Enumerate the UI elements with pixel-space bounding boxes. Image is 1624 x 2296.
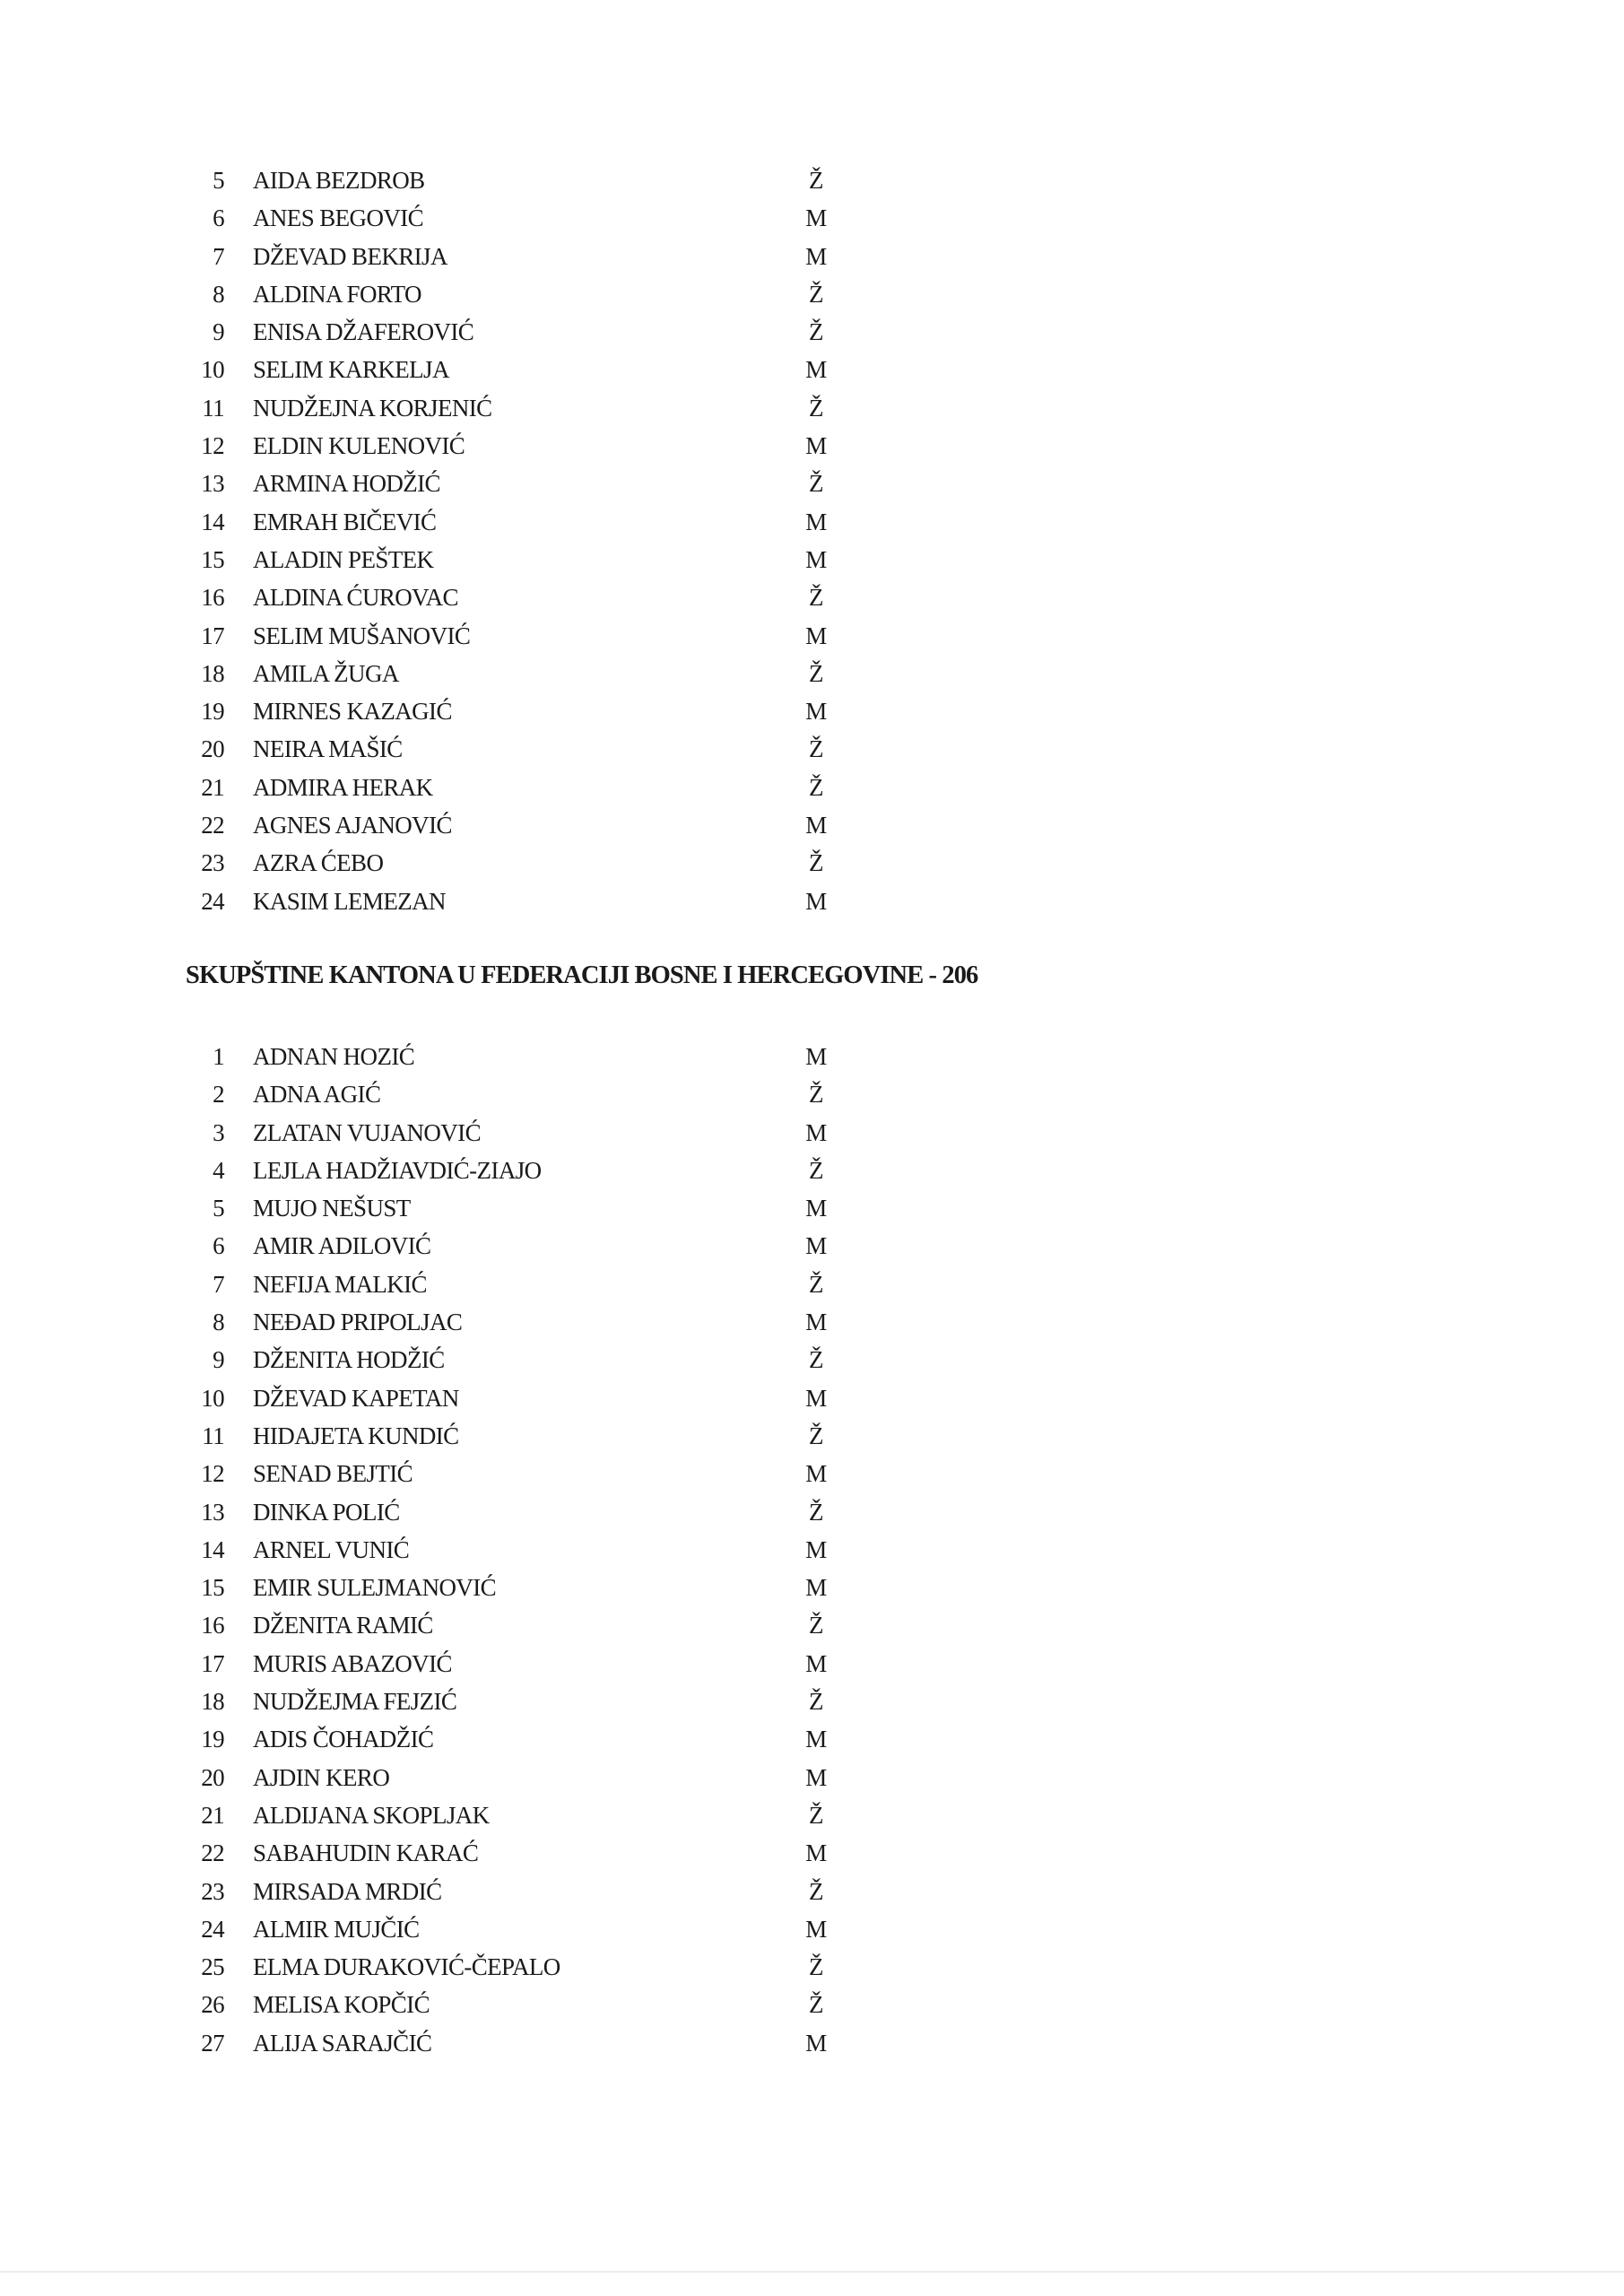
candidate-gender: Ž — [809, 1270, 823, 1298]
row-number: 16 — [201, 584, 224, 612]
candidate-gender: Ž — [809, 1081, 823, 1109]
candidate-gender: Ž — [809, 318, 823, 346]
list-item — [0, 503, 1624, 541]
list-item — [0, 1606, 1624, 1644]
candidate-gender: M — [805, 508, 827, 535]
row-number: 4 — [213, 1156, 224, 1184]
list-item — [0, 199, 1624, 237]
list-item — [0, 1114, 1624, 1152]
row-number: 21 — [201, 773, 224, 801]
candidate-name: AMIR ADILOVIĆ — [253, 1232, 431, 1260]
candidate-name: ALDINA FORTO — [253, 280, 421, 308]
candidate-name: AZRA ĆEBO — [253, 849, 384, 877]
row-number: 16 — [201, 1612, 224, 1639]
candidate-name: ALMIR MUJČIĆ — [253, 1915, 420, 1943]
row-number: 7 — [213, 1270, 224, 1298]
candidate-name: DŽEVAD BEKRIJA — [253, 242, 447, 270]
scan-edge-line — [0, 2271, 1624, 2273]
list-item — [0, 1986, 1624, 2023]
list-item — [0, 238, 1624, 275]
candidate-name: MIRSADA MRDIĆ — [253, 1877, 442, 1905]
candidate-gender: Ž — [809, 773, 823, 801]
candidate-gender: M — [805, 887, 827, 915]
candidate-gender: M — [805, 1460, 827, 1488]
list-item — [0, 806, 1624, 844]
candidate-gender: M — [805, 622, 827, 649]
candidate-name: SABAHUDIN KARAĆ — [253, 1839, 479, 1867]
candidate-name: NEIRA MAŠIĆ — [253, 735, 403, 763]
candidate-name: ELDIN KULENOVIĆ — [253, 432, 465, 460]
candidate-name: NEĐAD PRIPOLJAC — [253, 1309, 463, 1336]
row-number: 22 — [201, 1839, 224, 1867]
candidate-name: NUDŽEJMA FEJZIĆ — [253, 1688, 457, 1716]
candidate-name: AIDA BEZDROB — [253, 167, 425, 194]
candidate-name: ADMIRA HERAK — [253, 773, 433, 801]
row-number: 26 — [201, 1991, 224, 2019]
candidate-list-continued — [0, 161, 1624, 920]
candidate-gender: M — [805, 1915, 827, 1943]
candidate-name: ADIS ČOHADŽIĆ — [253, 1726, 434, 1753]
candidate-gender: Ž — [809, 1422, 823, 1449]
candidate-gender: Ž — [809, 1346, 823, 1374]
list-item — [0, 1796, 1624, 1834]
candidate-gender: Ž — [809, 735, 823, 763]
row-number: 20 — [201, 735, 224, 763]
row-number: 1 — [213, 1043, 224, 1070]
candidate-gender: Ž — [809, 1953, 823, 1981]
candidate-name: AJDIN KERO — [253, 1763, 390, 1791]
candidate-gender: M — [805, 1232, 827, 1260]
list-item — [0, 1493, 1624, 1531]
candidate-name: NUDŽEJNA KORJENIĆ — [253, 394, 492, 422]
candidate-name: ARMINA HODŽIĆ — [253, 470, 440, 498]
row-number: 12 — [201, 1460, 224, 1488]
candidate-name: ADNA AGIĆ — [253, 1081, 381, 1109]
candidate-name: ENISA DŽAFEROVIĆ — [253, 318, 474, 346]
row-number: 14 — [201, 508, 224, 535]
row-number: 17 — [201, 622, 224, 649]
list-item — [0, 1455, 1624, 1492]
candidate-gender: M — [805, 242, 827, 270]
list-item — [0, 1379, 1624, 1417]
list-item — [0, 313, 1624, 351]
candidate-name: EMIR SULEJMANOVIĆ — [253, 1574, 497, 1602]
candidate-name: ALDINA ĆUROVAC — [253, 584, 458, 612]
candidate-gender: Ž — [809, 1612, 823, 1639]
candidate-gender: M — [805, 698, 827, 726]
list-item — [0, 1948, 1624, 1986]
list-item — [0, 1303, 1624, 1341]
row-number: 6 — [213, 1232, 224, 1260]
candidate-gender: Ž — [809, 167, 823, 194]
candidate-gender: M — [805, 1043, 827, 1070]
row-number: 24 — [201, 887, 224, 915]
candidate-name: ARNEL VUNIĆ — [253, 1535, 410, 1563]
candidate-name: MURIS ABAZOVIĆ — [253, 1649, 452, 1677]
row-number: 27 — [201, 2029, 224, 2057]
list-item — [0, 1152, 1624, 1189]
candidate-gender: M — [805, 1649, 827, 1677]
candidate-name: SELIM MUŠANOVIĆ — [253, 622, 471, 649]
candidate-name: AGNES AJANOVIĆ — [253, 812, 452, 839]
candidate-gender: Ž — [809, 470, 823, 498]
candidate-gender: M — [805, 1726, 827, 1753]
list-item — [0, 883, 1624, 920]
row-number: 22 — [201, 812, 224, 839]
list-item — [0, 578, 1624, 616]
row-number: 8 — [213, 1309, 224, 1336]
list-item — [0, 1417, 1624, 1455]
row-number: 12 — [201, 432, 224, 460]
candidate-name: ADNAN HOZIĆ — [253, 1043, 415, 1070]
candidate-gender: Ž — [809, 1877, 823, 1905]
candidate-name: MIRNES KAZAGIĆ — [253, 698, 452, 726]
candidate-name: DŽEVAD KAPETAN — [253, 1384, 459, 1412]
list-item — [0, 1759, 1624, 1796]
candidate-name: SENAD BEJTIĆ — [253, 1460, 413, 1488]
row-number: 19 — [201, 698, 224, 726]
list-item — [0, 275, 1624, 313]
list-item — [0, 1227, 1624, 1265]
candidate-list-canton-assemblies — [0, 1038, 1624, 2062]
candidate-name: DŽENITA RAMIĆ — [253, 1612, 433, 1639]
row-number: 14 — [201, 1535, 224, 1563]
list-item — [0, 769, 1624, 806]
candidate-name: AMILA ŽUGA — [253, 659, 399, 687]
row-number: 19 — [201, 1726, 224, 1753]
candidate-name: ALIJA SARAJČIĆ — [253, 2029, 432, 2057]
row-number: 8 — [213, 280, 224, 308]
candidate-gender: Ž — [809, 1991, 823, 2019]
list-item — [0, 617, 1624, 655]
list-item — [0, 1265, 1624, 1303]
candidate-gender: M — [805, 432, 827, 460]
row-number: 17 — [201, 1649, 224, 1677]
candidate-name: MUJO NEŠUST — [253, 1195, 411, 1222]
candidate-gender: M — [805, 1535, 827, 1563]
list-item — [0, 161, 1624, 199]
row-number: 9 — [213, 1346, 224, 1374]
candidate-gender: M — [805, 1763, 827, 1791]
row-number: 6 — [213, 204, 224, 232]
list-item — [0, 541, 1624, 578]
candidate-name: NEFIJA MALKIĆ — [253, 1270, 427, 1298]
row-number: 15 — [201, 1574, 224, 1602]
candidate-gender: M — [805, 204, 827, 232]
list-item — [0, 465, 1624, 502]
candidate-gender: M — [805, 2029, 827, 2057]
list-item — [0, 1341, 1624, 1378]
row-number: 23 — [201, 849, 224, 877]
candidate-gender: Ž — [809, 659, 823, 687]
candidate-gender: M — [805, 812, 827, 839]
row-number: 23 — [201, 1877, 224, 1905]
candidate-gender: Ž — [809, 849, 823, 877]
candidate-gender: M — [805, 356, 827, 384]
list-item — [0, 427, 1624, 465]
list-item — [0, 1683, 1624, 1720]
list-item — [0, 2024, 1624, 2062]
candidate-gender: Ž — [809, 394, 823, 422]
row-number: 13 — [201, 1498, 224, 1526]
candidate-name: ALADIN PEŠTEK — [253, 545, 434, 573]
candidate-name: DINKA POLIĆ — [253, 1498, 400, 1526]
row-number: 11 — [202, 394, 224, 422]
row-number: 15 — [201, 545, 224, 573]
list-item — [0, 389, 1624, 427]
list-item — [0, 692, 1624, 730]
candidate-name: EMRAH BIČEVIĆ — [253, 508, 437, 535]
candidate-name: ZLATAN VUJANOVIĆ — [253, 1118, 481, 1146]
candidate-name: ELMA DURAKOVIĆ-ČEPALO — [253, 1953, 560, 1981]
row-number: 13 — [201, 470, 224, 498]
candidate-gender: M — [805, 545, 827, 573]
candidate-name: SELIM KARKELJA — [253, 356, 449, 384]
candidate-gender: Ž — [809, 1156, 823, 1184]
candidate-gender: M — [805, 1118, 827, 1146]
row-number: 24 — [201, 1915, 224, 1943]
candidate-gender: M — [805, 1574, 827, 1602]
candidate-name: ANES BEGOVIĆ — [253, 204, 424, 232]
candidate-name: LEJLA HADŽIAVDIĆ-ZIAJO — [253, 1156, 542, 1184]
list-item — [0, 730, 1624, 768]
list-item — [0, 1189, 1624, 1227]
candidate-name: ALDIJANA SKOPLJAK — [253, 1801, 490, 1829]
row-number: 18 — [201, 1688, 224, 1716]
candidate-gender: Ž — [809, 584, 823, 612]
list-item — [0, 1834, 1624, 1872]
list-item — [0, 1873, 1624, 1910]
row-number: 10 — [201, 356, 224, 384]
candidate-gender: M — [805, 1384, 827, 1412]
list-item — [0, 1531, 1624, 1569]
row-number: 11 — [202, 1422, 224, 1449]
candidate-gender: Ž — [809, 1801, 823, 1829]
candidate-gender: M — [805, 1839, 827, 1867]
candidate-gender: M — [805, 1309, 827, 1336]
row-number: 3 — [213, 1118, 224, 1146]
row-number: 21 — [201, 1801, 224, 1829]
list-item — [0, 844, 1624, 882]
list-item — [0, 655, 1624, 692]
section-title: SKUPŠTINE KANTONA U FEDERACIJI BOSNE I HERCEGOVINE - 206 — [186, 961, 978, 989]
candidate-gender: Ž — [809, 1688, 823, 1716]
row-number: 7 — [213, 242, 224, 270]
row-number: 18 — [201, 659, 224, 687]
row-number: 9 — [213, 318, 224, 346]
candidate-gender: Ž — [809, 1498, 823, 1526]
candidate-gender: M — [805, 1195, 827, 1222]
candidate-name: MELISA KOPČIĆ — [253, 1991, 430, 2019]
list-item — [0, 1569, 1624, 1606]
candidate-gender: Ž — [809, 280, 823, 308]
candidate-name: DŽENITA HODŽIĆ — [253, 1346, 445, 1374]
row-number: 10 — [201, 1384, 224, 1412]
row-number: 25 — [201, 1953, 224, 1981]
row-number: 2 — [213, 1081, 224, 1109]
list-item — [0, 1075, 1624, 1113]
list-item — [0, 1038, 1624, 1075]
candidate-name: HIDAJETA KUNDIĆ — [253, 1422, 459, 1449]
list-item — [0, 1645, 1624, 1683]
list-item — [0, 1720, 1624, 1758]
row-number: 5 — [213, 167, 224, 194]
list-item — [0, 351, 1624, 388]
row-number: 20 — [201, 1763, 224, 1791]
candidate-name: KASIM LEMEZAN — [253, 887, 446, 915]
row-number: 5 — [213, 1195, 224, 1222]
list-item — [0, 1910, 1624, 1948]
